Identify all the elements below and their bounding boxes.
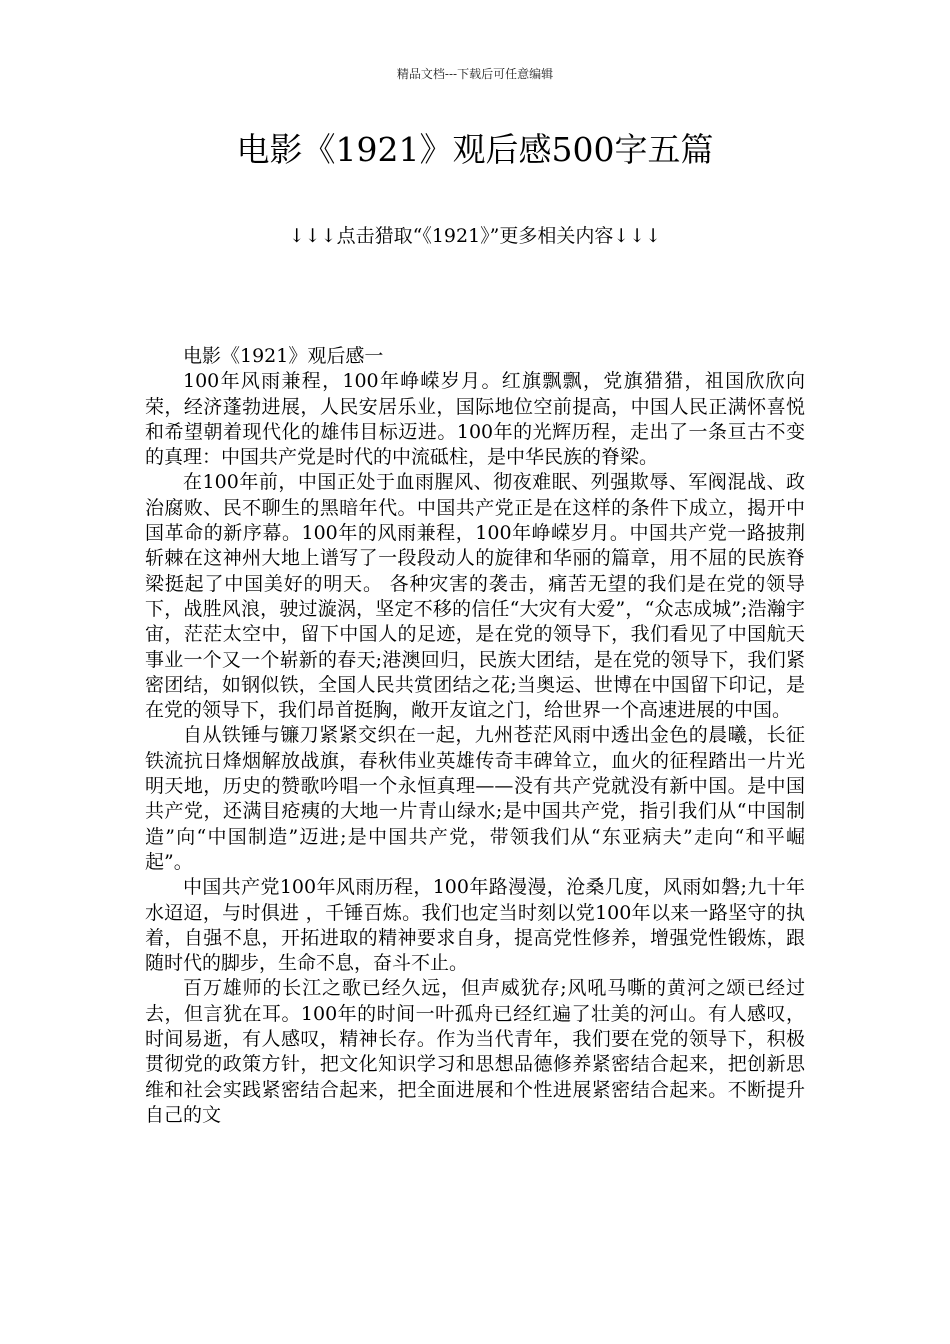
article-paragraph: 百万雄师的长江之歌已经久远，但声威犹存;风吼马嘶的黄河之颂已经过去，但言犹在耳。100年的时间一叶孤舟已经红遍了壮美的河山。有人感叹，时间易逝，有人感叹，精神长存。作为当代青年，我们要在党的领导下，积极贯彻党的政策方针，把文化知识学习和思想品德修养紧密结合起来，把创新思维和社会实践紧密结合起来，把全面进展和个性进展紧密结合起来。不断提升自己的文 bbox=[145, 977, 805, 1126]
page-header-note: 精品文档---下载后可任意编辑 bbox=[396, 67, 554, 81]
article-paragraph: 100年风雨兼程，100年峥嵘岁月。红旗飘飘，党旗猎猎，祖国欣欣向荣，经济蓬勃进展，人民安居乐业，国际地位空前提高，中国人民正满怀喜悦和希望朝着现代化的雄伟目标迈进。100年的光辉历程，走出了一条亘古不变的真理：中国共产党是时代的中流砥柱，是中华民族的脊梁。 bbox=[145, 370, 805, 469]
article-paragraph: 自从铁锤与镰刀紧紧交织在一起，九州苍茫风雨中透出金色的晨曦，长征铁流抗日烽烟解放战旗，春秋伟业英雄传奇丰碑耸立，血火的征程踏出一片光明天地，历史的赞歌吟唱一个永恒真理——没有共产党就没有新中国。是中国共产党，还满目疮痍的大地一片青山绿水;是中国共产党，指引我们从“中国制造”向“中国制造”迈进;是中国共产党，带领我们从“东亚病夫”走向“和平崛起”。 bbox=[145, 724, 805, 873]
document-title: 电影《1921》观后感500字五篇 bbox=[236, 130, 714, 169]
article-body bbox=[145, 344, 805, 1128]
section-heading: 电影《1921》观后感一 bbox=[183, 345, 384, 367]
related-content-link[interactable]: ↓↓↓点击猎取“《1921》”更多相关内容↓↓↓ bbox=[288, 225, 662, 247]
article-paragraph: 在100年前，中国正处于血雨腥风、彻夜难眠、列强欺辱、军阀混战、政治腐败、民不聊生的黑暗年代。中国共产党正是在这样的条件下成立，揭开中国革命的新序幕。100年的风雨兼程，100年峥嵘岁月。中国共产党一路披荆斩棘在这神州大地上谱写了一段段动人的旋律和华丽的篇章，用不屈的民族脊梁挺起了中国美好的明天。 各种灾害的袭击，痛苦无望的我们是在党的领导下，战胜风浪，驶过漩涡，坚定不移的信任“大灾有大爱”，“众志成城”;浩瀚宇宙，茫茫太空中，留下中国人的足迹，是在党的领导下，我们看见了中国航天事业一个又一个崭新的春天;港澳回归，民族大团结，是在党的领导下，我们紧密团结，如钢似铁，全国人民共赏团结之花;当奥运、世博在中国留下印记，是在党的领导下，我们昂首挺胸，敞开友谊之门，给世界一个高速进展的中国。 bbox=[145, 471, 805, 722]
article-paragraph: 中国共产党100年风雨历程，100年路漫漫，沧桑几度，风雨如磐;九十年水迢迢，与时俱进 ，千锤百炼。我们也定当时刻以党100年以来一路坚守的执着，自强不息，开拓进取的精神要求自身，提高党性修养，增强党性锻炼，跟随时代的脚步，生命不息，奋斗不止。 bbox=[145, 876, 805, 975]
